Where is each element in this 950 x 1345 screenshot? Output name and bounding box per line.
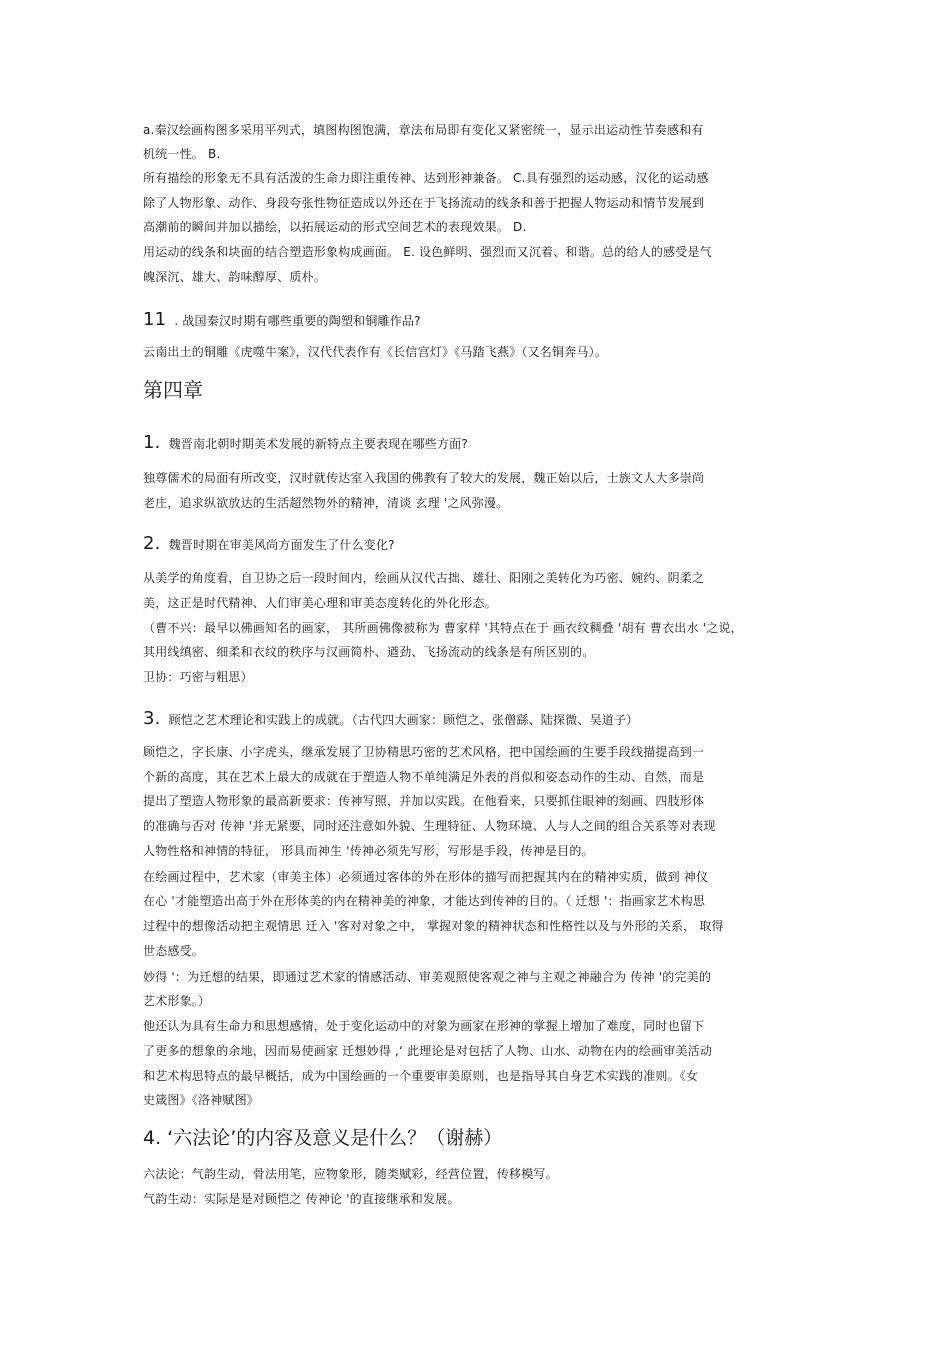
text-line: 独尊儒术的局面有所改变，汉时就传达室入我国的佛教有了较大的发展，魏正始以后，士族文人大多崇尚 [143,471,705,485]
text-line: 妙得 '：为迁想的结果，即通过艺术家的情感活动、审美观照使客观之神与主观之神融合为 传神 '的完美的 [143,970,712,984]
question-11 [143,309,421,332]
text-line: （曹不兴：最早以佛画知名的画家， 其所画佛像被称为 曹家样 '其特点在于 画衣纹稠叠 '胡有 曹衣出水 '之说， [143,621,743,635]
text-line: 顾恺之，字长康、小字虎头，继承发展了卫协精思巧密的艺术风格，把中国绘画的生要手段线描提高到一 [143,745,705,759]
question-number: 11 [143,309,167,330]
question-2 [143,533,395,556]
text-line: 个新的高度，其在艺术上最大的成就在于塑造人物不单纯满足外表的肖似和姿态动作的生动、自然，而是 [143,770,705,784]
text-line: 魄深沉、雄大、韵味醇厚、质朴。 [143,270,327,284]
text-line: 机统一性。 B. [143,147,221,161]
text-line: 和艺术构思特点的最早概括，成为中国绘画的一个重要审美原则，也是指导其自身艺术实践的准则。《女 [143,1069,699,1083]
question-number: 3. [143,708,161,729]
text-line: 的准确与否对 传神 '并无紧要，同时还注意如外貌、生理特征、人物环境、人与人之间的组合关系等对表现 [143,819,716,833]
text-line: 气韵生动：实际是是对顾恺之 传神论 '的直接继承和发展。 [143,1192,460,1206]
text-line: 高潮前的瞬间并加以描绘，以拓展运动的形式空间艺术的表现效果。 D. [143,220,527,234]
text-line: 所有描绘的形象无不具有活泼的生命力即注重传神、达到形神兼备。 C.具有强烈的运动感，汉化的运动感 [143,171,709,185]
question-1 [143,432,468,455]
text-line: 除了人物形象、动作、身段夸张性物征造成以外还在于飞扬流动的线条和善于把握人物运动和情节发展到 [143,196,705,210]
text-line: 史箴图》《洛神赋图》 [143,1093,260,1107]
question-3 [143,708,638,731]
text-line: 在心 '才能塑造出高于外在形体美的内在精神美的神象，才能达到传神的目的。（ 迁想 '：指画家艺术构思 [143,894,706,908]
text-line: 了更多的想象的余地，因而易使画家 迁想妙得 ,‘ 此理论是对包括了人物、山水、动物在内的绘画审美活动 [143,1044,713,1058]
text-line: a.秦汉绘画构图多采用平列式，填图构图饱满，章法布局即有变化又紧密统一，显示出运动性节奏感和有 [143,123,704,137]
question-text: 顾恺之艺术理论和实践上的成就。（古代四大画家：顾恺之、张僧繇、陆探微、吴道子） [168,713,639,727]
question-text: 魏晋时期在审美风尚方面发生了什么变化? [168,538,395,552]
text-line: 人物性格和神情的特征， 形具而神生 '传神必须先写形，写形是手段，传神是目的。 [143,844,594,858]
text-line: 用运动的线条和块面的结合塑造形象构成画面。 E. 设色鲜明、强烈而又沉着、和谐。总的给人的感受是气 [143,245,712,259]
text-line: 美，这正是时代精神、人们审美心理和审美态度转化的外化形态。 [143,596,497,610]
question-text: . 战国秦汉时期有哪些重要的陶塑和铜雕作品? [174,314,421,328]
question-4-heading: 4. ‘六法论’的内容及意义是什么？（谢赫） [143,1127,503,1149]
text-line: 过程中的想像活动把主观情思 迁入 '客对对象之中， 掌握对象的精神状态和性格性以及与外形的关系， 取得 [143,919,724,933]
text-line: 六法论：气韵生动，骨法用笔，应物象形，随类赋彩，经营位置，传移模写。 [143,1167,558,1181]
text-line: 卫协：巧密与粗思） [143,670,253,684]
chapter-heading: 第四章 [143,378,203,402]
question-text: 魏晋南北朝时期美术发展的新特点主要表现在哪些方面? [168,437,468,451]
text-line: 提出了塑造人物形象的最高新要求：传神写照，并加以实践。在他看来，只要抓住眼神的刻画、四肢形体 [143,794,705,808]
text-line: 其用线缜密、细柔和衣纹的秩序与汉画简朴、遒劲、飞扬流动的线条是有所区别的。 [143,645,595,659]
text-line: 在绘画过程中，艺术家（审美主体）必须通过客体的外在形体的描写而把握其内在的精神实质，做到 神仪 [143,870,709,884]
question-number: 2. [143,533,161,554]
text-line: 老庄，追求纵欲放达的生活超然物外的精神，清谈 玄理 '之风弥漫。 [143,496,509,510]
text-line: 艺术形象。） [143,994,211,1008]
text-line: 云南出土的铜雕《虎噬牛案》，汉代代表作有《长信宫灯》《马踏飞燕》（又名铜奔马）。 [143,345,608,359]
question-number: 1. [143,432,161,453]
text-line: 从美学的角度看，自卫协之后一段时间内，绘画从汉代古拙、雄壮、阳刚之美转化为巧密、婉约、阴柔之 [143,571,705,585]
text-line: 世态感受。 [143,944,205,958]
text-line: 他还认为具有生命力和思想感情，处于变化运动中的对象为画家在形神的掌握上增加了难度，同时也留下 [143,1019,705,1033]
